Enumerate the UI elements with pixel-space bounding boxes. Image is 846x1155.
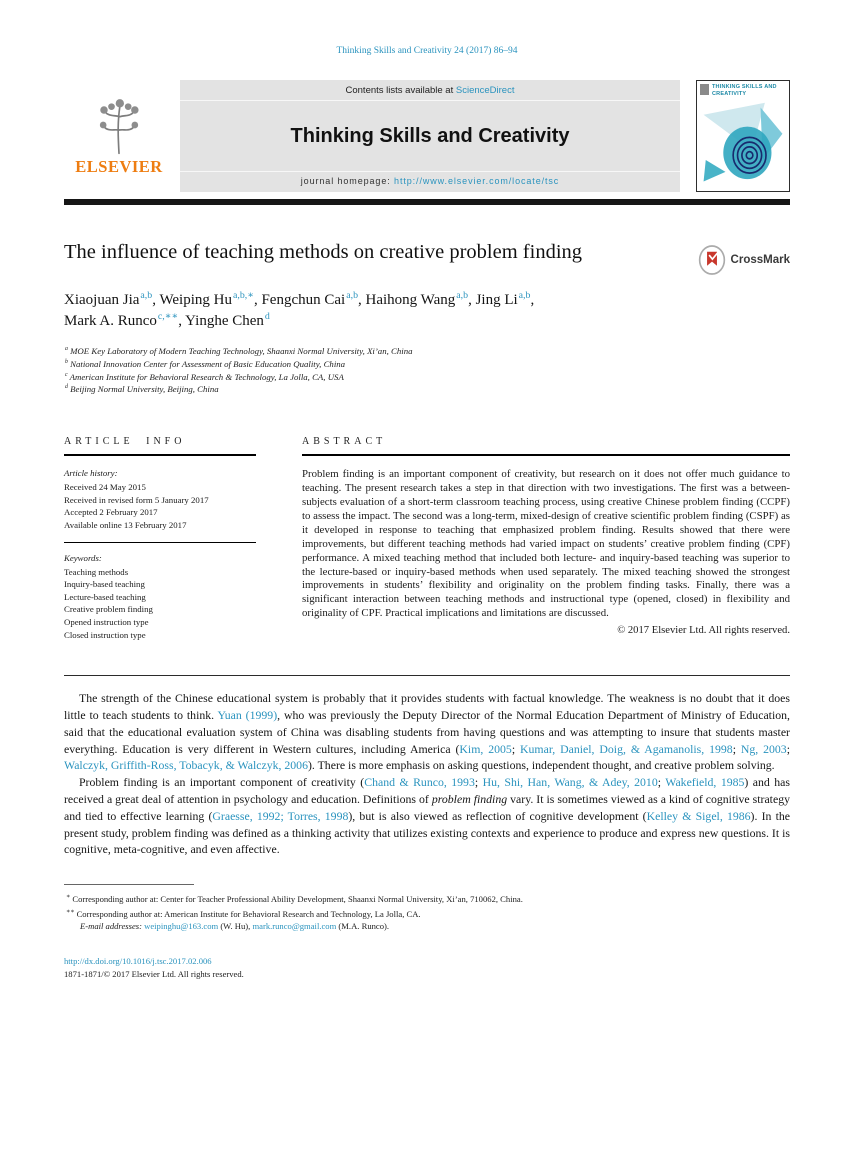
text-segment: ∗∗ [66,907,75,915]
text-segment: ) and has received a great deal of attention in psychology and education. Definitions of [64,775,790,806]
text-segment: Problem finding is an important component of creativity ( [79,775,365,790]
keyword-item: Lecture-based teaching [64,591,146,602]
affiliation [64,371,790,384]
inline-link[interactable]: a,b [346,290,359,301]
text-segment: Mark A. Runco [64,313,157,329]
email-addresses-line [64,920,790,933]
crossmark-icon [698,243,726,277]
keyword-item: Closed instruction type [64,629,146,640]
text-segment: ∗ [66,893,71,901]
text-segment: Xiaojuan Jia [64,292,140,308]
inline-link[interactable]: Hu, Shi, Han, Wang, & Adey, 2010 [482,775,658,790]
text-segment: , [468,292,476,308]
article-history-item: Available online 13 February 2017 [64,519,187,530]
copyright-line: © 2017 Elsevier Ltd. All rights reserved. [617,625,790,637]
crossmark-label: CrossMark [730,254,790,266]
text-segment: problem finding [431,791,508,806]
text-segment: , [358,292,366,308]
section-rule [64,542,256,543]
text-segment: d [65,384,68,391]
text-segment: Beijing Normal University, Beijing, China [67,384,219,395]
text-segment: Jing Li [475,292,518,308]
journal-header [64,80,790,192]
journal-homepage-link[interactable]: http://www.elsevier.com/locate/tsc [394,176,560,186]
homepage-line [180,171,680,192]
page-footer [64,955,790,981]
text-segment: ; [474,775,483,790]
inline-link[interactable]: a,b [456,290,469,301]
text-segment: b [65,358,68,365]
journal-title: Thinking Skills and Creativity [290,124,570,147]
body-paragraph-1 [64,690,790,774]
article-history-label: Article history: [64,468,118,479]
elsevier-tree-icon [93,95,145,155]
keywords-list [64,566,256,642]
text-segment: (M.A. Runco). [336,921,390,932]
corresponding-author-footnote-1 [64,891,790,906]
text-segment: The strength of the Chinese educational system is probably that it provides students with factual knowledge. The weakness is no doubt that it does little to teach students to think. [64,691,790,722]
elsevier-logo[interactable] [64,80,174,192]
corresponding-author-footnote-2 [64,906,790,921]
text-segment: American Institute for Behavioral Research & Technology, La Jolla, CA, USA [67,371,344,382]
affiliation [64,383,790,396]
body-paragraph-2 [64,774,790,858]
article-history-item: Received 24 May 2015 [64,482,146,493]
cover-artwork [697,98,789,191]
elsevier-wordmark: ELSEVIER [75,157,163,176]
inline-link[interactable]: Chand & Runco, 1993 [364,775,475,790]
text-segment: ). There is more emphasis on asking questions, independent thought, and creative problem solving. [307,758,775,773]
heading-rule [302,454,790,456]
text-segment: ; [732,741,741,756]
affiliation-list [64,345,790,396]
text-segment: Fengchun Cai [261,292,346,308]
article-history-item: Received in revised form 5 January 2017 [64,494,209,505]
text-segment: ; [657,775,666,790]
contents-prefix: Contents lists available at [345,85,456,96]
text-segment: Corresponding author at: Center for Teacher Professional Ability Development, Shaanxi Normal University, Xi’an, 710062, China. [70,893,523,904]
text-segment: Haihong Wang [365,292,456,308]
text-segment: , [152,292,160,308]
keyword-item: Teaching methods [64,566,129,577]
header-divider-bar [64,199,790,205]
article-body [64,690,790,858]
article-info-heading: ARTICLE INFO [64,436,186,448]
author-line-1 [64,290,790,311]
text-segment: , [253,292,262,308]
inline-link[interactable]: Yuan (1999) [217,707,278,722]
inline-link[interactable]: Kelley & Sigel, 1986 [646,808,751,823]
journal-masthead [180,80,680,192]
issn-copyright-line: 1871-1871/© 2017 Elsevier Ltd. All rights reserved. [64,969,244,980]
info-abstract-section [64,436,790,641]
cover-header [697,81,789,98]
text-segment: ; [786,741,790,756]
text-segment: Yinghe Chen [185,313,264,329]
author-line-2 [64,311,790,332]
inline-link[interactable]: Walczyk, Griffith-Ross, Tobacyk, & Walczyk, 2006 [64,758,308,773]
affiliation [64,358,790,371]
text-segment: ). In the present study, problem finding was defined as a thinking activity that utilizes existing contexts and experience to produce and express new questions. It is cognitive, meta-cognitive, and even affective. [64,808,791,857]
contents-line [180,80,680,101]
homepage-prefix: journal homepage: [300,176,395,186]
inline-link[interactable]: Kumar, Daniel, Doig, & Agamanolis, 1998 [519,741,733,756]
text-segment: Weiping Hu [159,292,232,308]
text-segment: , [530,292,535,308]
text-segment: ; [511,741,520,756]
affiliation [64,345,790,358]
text-segment: MOE Key Laboratory of Modern Teaching Technology, Shaanxi Normal University, Xi’an, China [67,346,413,356]
keyword-item: Creative problem finding [64,604,153,615]
doi-link[interactable]: http://dx.doi.org/10.1016/j.tsc.2017.02.006 [64,956,212,967]
text-segment: , who was previously the Deputy Director of the Normal Education Department of Ministry of Education, said that the educational evaluation system of China was disabling students from having questions and was attempting to insure that students master everything. Education is very different in Western cultures, including America ( [64,707,790,756]
journal-citation-link[interactable]: Thinking Skills and Creativity 24 (2017) 86–94 [336,46,518,56]
inline-link[interactable]: mark.runco@gmail.com [252,921,337,932]
inline-link[interactable]: Graesse, 1992; Torres, 1998 [212,808,349,823]
cover-mini-logo-icon [700,84,709,95]
text-segment: E-mail addresses: [80,921,145,932]
inline-link[interactable]: Kim, 2005 [459,741,512,756]
inline-link[interactable]: a,b [140,290,153,301]
abstract-text: Problem finding is an important component of creativity, but research on it does not offer much guidance to teaching. The present research takes a step in that direction with two investigations. The first was a between-subjects evaluation of a short-term classroom teaching process, using creative Chinese problem finding (CCPF) to assess the impact. The second was a long-term, mixed-design of creative scientific problem finding (CSPF) as it developed in response to teaching that emphasized problem finding. Results showed that there were improvements, but different teaching methods had varied impact on students’ creative problem finding (CPF) performance. A mixed teaching method that included both lecture- and inquiry-based teaching was superior to the lecture-based or inquiry-based methods when used separately. The mixed teaching showed the strongest improvements in students’ flexibility and originality on the problem finding tasks. Finally, there was a significant interaction between teaching methods and instructional type (opened, closed) in flexibility and originality of CPF. Practical implications and limitations are discussed. [302,468,790,620]
text-segment: (W. Hu), [218,921,253,932]
article-history-item: Accepted 2 February 2017 [64,507,158,518]
abstract-body-divider [64,675,790,676]
text-segment: National Innovation Center for Assessment of Basic Education Quality, China [67,358,346,369]
inline-link[interactable]: weipinghu@163.com [144,921,219,932]
abstract-column [302,436,790,641]
crossmark-badge[interactable] [698,243,790,277]
abstract-heading: ABSTRACT [302,436,387,448]
footnote-rule [64,884,194,885]
article-info-column [64,436,256,641]
keywords-label: Keywords: [64,552,102,563]
article-title: The influence of teaching methods on creative problem finding [64,241,583,263]
inline-link[interactable]: Ng, 2003 [740,741,787,756]
heading-rule [64,454,256,456]
cover-journal-title: THINKING SKILLS AND CREATIVITY [712,84,777,97]
inline-link[interactable]: Wakefield, 1985 [665,775,745,790]
text-segment: ), but is also viewed as reflection of cognitive development ( [348,808,647,823]
inline-link[interactable]: d [264,311,270,322]
footnotes [64,884,790,933]
inline-link[interactable]: c,∗∗ [157,311,179,322]
title-row [64,239,790,277]
text-segment: c [65,371,68,378]
journal-cover-thumbnail[interactable] [696,80,790,192]
author-list [64,290,790,332]
inline-link[interactable]: a,b,∗ [232,290,254,301]
article-history-list [64,481,256,531]
sciencedirect-link[interactable]: ScienceDirect [455,85,515,96]
text-segment: vary. It is sometimes viewed as a kind of cognitive strategy and tied to effective learning ( [64,791,790,823]
text-segment: a [65,346,68,353]
inline-link[interactable]: a,b [518,290,531,301]
text-segment: , [178,313,186,329]
text-segment: Corresponding author at: American Institute for Behavioral Research and Technology, La Jolla, CA. [74,908,421,919]
keyword-item: Inquiry-based teaching [64,579,145,590]
keyword-item: Opened instruction type [64,616,149,627]
